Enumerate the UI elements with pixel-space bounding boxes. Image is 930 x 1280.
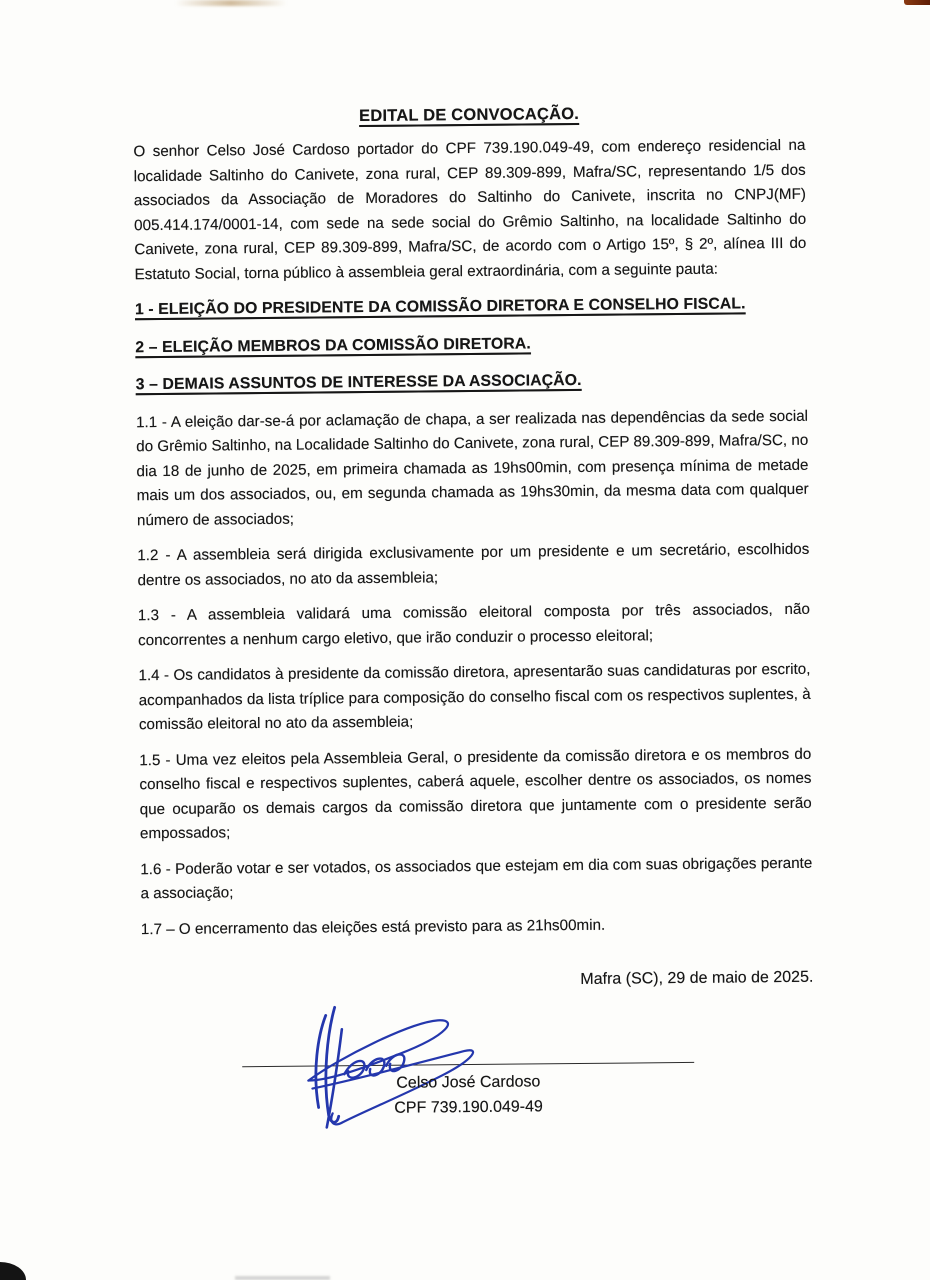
signature-area bbox=[142, 996, 815, 1152]
clause-1-4: 1.4 - Os candidatos à presidente da comissão diretora, apresentarão suas candidaturas por escrito, acompanhados da lista tríplice para composição do conselho fiscal com os respectivos suplentes, à comissão eleitoral no ato da assembleia; bbox=[138, 660, 811, 734]
document-title: EDITAL DE CONVOCAÇÃO. bbox=[359, 104, 580, 126]
signatory-identification bbox=[242, 1067, 694, 1121]
signatory-name: Celso José Cardoso bbox=[396, 1072, 541, 1092]
scan-top-right-corner-mark bbox=[904, 0, 930, 5]
clause-1-2: 1.2 - A assembleia será dirigida exclusivamente por um presidente e um secretário, escolhidos dentre os associados, no ato da assembleia; bbox=[137, 540, 810, 589]
scan-top-smudge bbox=[175, 0, 287, 6]
clause-1-6: 1.6 - Poderão votar e ser votados, os associados que estejam em dia com suas obrigações perante a associação; bbox=[140, 854, 813, 903]
dateline: Mafra (SC), 29 de maio de 2025. bbox=[580, 968, 814, 988]
scan-bottom-left-corner-mark bbox=[0, 1262, 26, 1280]
clause-1-7: 1.7 – O encerramento das eleições está previsto para as 21hs00min. bbox=[140, 916, 606, 938]
signatory-cpf: CPF 739.190.049-49 bbox=[394, 1097, 543, 1117]
agenda-item-1: 1 - ELEIÇÃO DO PRESIDENTE DA COMISSÃO DIRETORA E CONSELHO FISCAL. bbox=[134, 295, 746, 319]
clause-1-1: 1.1 - A eleição dar-se-á por aclamação de chapa, a ser realizada nas dependências da sede social do Grêmio Saltinho, na Localidade Saltinho do Canivete, zona rural, CEP 89.309-899, Mafra/SC, no dia 18 de junho de 2025, em primeira chamada as 19hs00min, com presença mínima de metade mais um dos associados, ou, em segunda chamada as 19hs30min, da mesma data com qualquer número de associados; bbox=[135, 407, 809, 529]
agenda-item-2: 2 – ELEIÇÃO MEMBROS DA COMISSÃO DIRETORA. bbox=[135, 334, 531, 356]
clause-1-5: 1.5 - Uma vez eleitos pela Assembleia Geral, o presidente da comissão diretora e os membros do conselho fiscal e respectivos suplentes, caberá aquele, escolher dentre os associados, os nomes que ocuparão os demais cargos da comissão diretora que juntamente com o presidente serão empossados; bbox=[139, 745, 812, 843]
intro-paragraph: O senhor Celso José Cardoso portador do CPF 739.190.049-49, com endereço residencial na localidade Saltinho do Canivete, zona rural, CEP 89.309-899, Mafra/SC, representando 1/5 dos associados da Associação de Moradores do Saltinho do Canivete, inscrita no CNPJ(MF) 005.414.174/0001-14, com sede na sede social do Grêmio Saltinho, na localidade Saltinho do Canivete, zona rural, CEP 89.309-899, Mafra/SC, de acordo com o Artigo 15º, § 2º, alínea III do Estatuto Social, torna público à assembleia geral extraordinária, com a seguinte pauta: bbox=[133, 136, 807, 283]
agenda-item-3: 3 – DEMAIS ASSUNTOS DE INTERESSE DA ASSOCIAÇÃO. bbox=[135, 371, 582, 394]
document-body bbox=[133, 103, 815, 1153]
scan-bottom-smudge bbox=[235, 1276, 330, 1280]
clause-1-3: 1.3 - A assembleia validará uma comissão eleitoral composta por três associados, não concorrentes a nenhum cargo eletivo, que irão conduzir o processo eleitoral; bbox=[137, 600, 810, 649]
